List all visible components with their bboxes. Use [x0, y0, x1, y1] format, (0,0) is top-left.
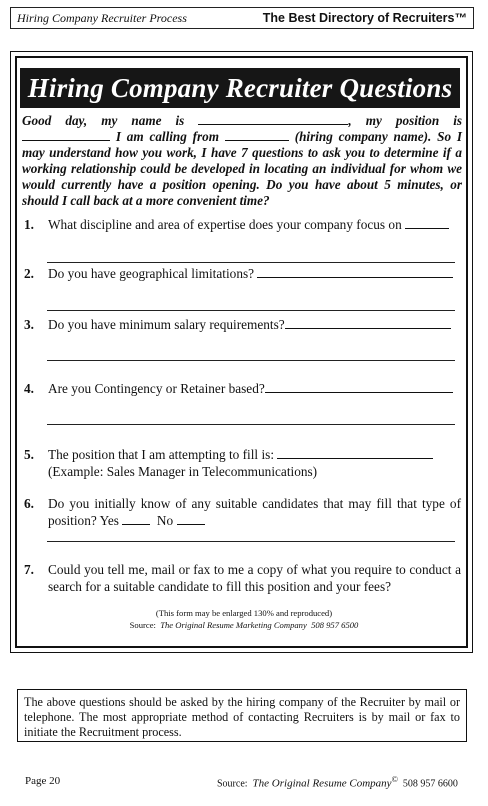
question-number: 3. [24, 317, 34, 332]
answer-blank[interactable] [405, 217, 449, 229]
question-text: Do you have geographical limitations? [48, 266, 255, 281]
question-text: What discipline and area of expertise does your company focus on [48, 217, 402, 232]
question-number: 2. [24, 266, 34, 281]
instructions-box: The above questions should be asked by the hiring company of the Recruiter by mail or telephone. The most appropriate method of contacting Recruiters is by mail or fax to initiate the Recruitment process. [17, 689, 467, 742]
intro-body: (hiring company name). So I may understand how you work, I have 7 questions to ask you to determine if a working relationship could be developed in locating an individual for whom we would currently have a position opening. Do you have about 5 minutes, or should I call back at a more convenient time? [22, 129, 462, 208]
page-number: Page 20 [25, 775, 61, 787]
form-source-company: The Original Resume Marketing Company [160, 620, 307, 630]
intro-greeting: Good day, my name is [22, 113, 185, 128]
question-number: 5. [24, 447, 34, 462]
form-enlarge-note: (This form may be enlarged 130% and reproduced) [155, 608, 333, 618]
intro-calling-from: I am calling from [115, 129, 220, 144]
form-source-phone: 508 957 6500 [311, 620, 359, 630]
header-directory-title: The Best Directory of Recruiters™ [262, 11, 467, 25]
question-example: (Example: Sales Manager in Telecommunications) [48, 464, 318, 479]
copyright-mark: © [391, 775, 398, 784]
question-number: 4. [24, 381, 34, 396]
question-number: 1. [24, 217, 34, 232]
answer-blank[interactable] [285, 317, 451, 329]
answer-line[interactable] [47, 541, 455, 542]
answer-line[interactable] [47, 262, 455, 263]
question-number: 6. [24, 496, 34, 511]
question-text: Are you Contingency or Retainer based? [48, 381, 265, 396]
question-number: 7. [24, 562, 34, 577]
yes-blank[interactable] [122, 513, 150, 525]
no-label: No [156, 513, 174, 528]
company-blank[interactable] [225, 129, 289, 141]
footer-company: The Original Resume Company [252, 777, 392, 790]
question-text: The position that I am attempting to fill is: [48, 447, 275, 462]
answer-line[interactable] [47, 424, 455, 425]
answer-line[interactable] [47, 360, 455, 361]
intro-position-text: , my position is [348, 113, 462, 128]
name-blank[interactable] [198, 113, 348, 125]
page-header [10, 7, 474, 29]
intro-paragraph [22, 113, 462, 209]
question-text: Do you initially know of any suitable candidates that may fill that type of position? Yes [48, 496, 461, 528]
answer-blank[interactable] [265, 381, 453, 393]
footer-source [217, 775, 458, 789]
footer-source-label: Source: [217, 778, 248, 790]
answer-blank[interactable] [257, 266, 453, 278]
no-blank[interactable] [177, 513, 205, 525]
header-process-title: Hiring Company Recruiter Process [17, 11, 187, 25]
question-text: Could you tell me, mail or fax to me a copy of what you require to conduct a search for a suitable candidate to fill this position and your fees? [48, 562, 461, 594]
answer-blank[interactable] [277, 447, 433, 459]
form-source-label: Source: [129, 620, 156, 630]
footer-phone: 508 957 6600 [402, 778, 458, 790]
answer-line[interactable] [47, 310, 455, 311]
form-title: Hiring Company Recruiter Questions [20, 68, 460, 108]
question-text: Do you have minimum salary requirements? [48, 317, 285, 332]
position-blank[interactable] [22, 129, 110, 141]
form-source [0, 620, 488, 631]
